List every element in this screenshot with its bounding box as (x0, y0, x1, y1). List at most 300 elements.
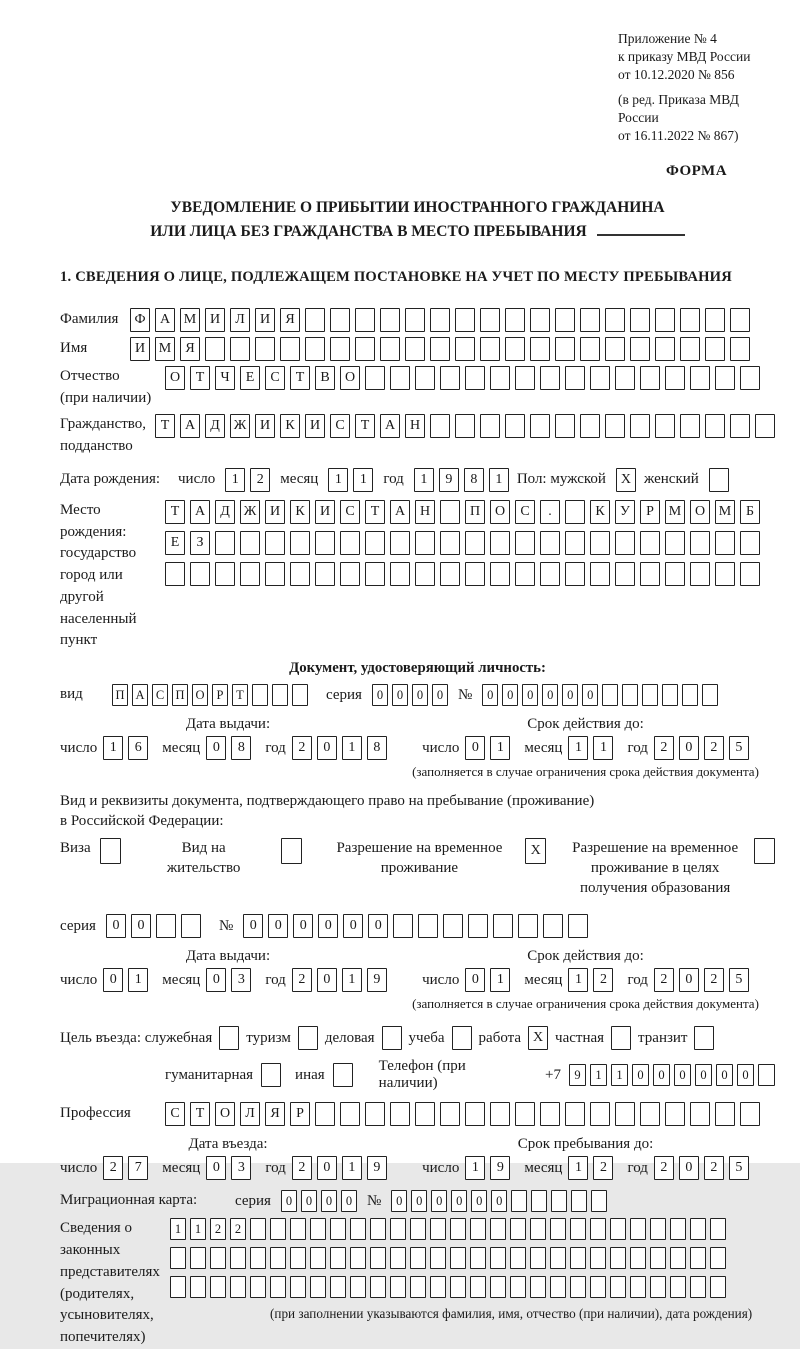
form-cell[interactable]: 0 (582, 684, 598, 706)
form-cell[interactable]: 0 (372, 684, 388, 706)
form-cell[interactable] (540, 366, 560, 390)
form-cell[interactable]: 0 (411, 1190, 427, 1212)
form-cell[interactable]: 1 (568, 736, 588, 760)
form-cell[interactable] (630, 1247, 646, 1269)
form-cell[interactable]: 2 (292, 1156, 312, 1180)
form-cell[interactable] (390, 366, 410, 390)
form-cell[interactable] (715, 1102, 735, 1126)
form-cell[interactable] (270, 1218, 286, 1240)
form-cell[interactable] (605, 337, 625, 361)
form-cell[interactable]: 2 (103, 1156, 123, 1180)
form-cell[interactable]: 0 (106, 914, 126, 938)
form-cell[interactable] (405, 308, 425, 332)
form-cell[interactable]: 2 (230, 1218, 246, 1240)
form-cell[interactable]: А (180, 414, 200, 438)
form-cell[interactable] (530, 1247, 546, 1269)
form-cell[interactable] (550, 1247, 566, 1269)
form-cell[interactable] (570, 1276, 586, 1298)
form-cell[interactable] (418, 914, 438, 938)
form-cell[interactable]: X (528, 1026, 548, 1050)
form-cell[interactable]: 2 (593, 968, 613, 992)
form-cell[interactable] (452, 1026, 472, 1050)
form-cell[interactable]: 1 (190, 1218, 206, 1240)
form-cell[interactable] (270, 1276, 286, 1298)
form-cell[interactable] (215, 531, 235, 555)
form-cell[interactable] (615, 1102, 635, 1126)
form-cell[interactable] (515, 531, 535, 555)
form-cell[interactable] (690, 1218, 706, 1240)
form-cell[interactable]: Е (165, 531, 185, 555)
form-cell[interactable]: Ф (130, 308, 150, 332)
form-cell[interactable] (370, 1247, 386, 1269)
form-cell[interactable]: 1 (225, 468, 245, 492)
form-cell[interactable]: Е (240, 366, 260, 390)
form-cell[interactable]: С (330, 414, 350, 438)
form-cell[interactable] (605, 308, 625, 332)
form-cell[interactable] (615, 531, 635, 555)
form-cell[interactable] (310, 1247, 326, 1269)
form-cell[interactable] (493, 914, 513, 938)
form-cell[interactable] (490, 366, 510, 390)
form-cell[interactable]: 0 (491, 1190, 507, 1212)
form-cell[interactable] (565, 531, 585, 555)
form-cell[interactable]: Н (415, 500, 435, 524)
form-cell[interactable] (250, 1247, 266, 1269)
form-cell[interactable]: 0 (268, 914, 288, 938)
form-cell[interactable]: 0 (392, 684, 408, 706)
form-cell[interactable]: Т (165, 500, 185, 524)
form-cell[interactable] (665, 366, 685, 390)
form-cell[interactable] (531, 1190, 547, 1212)
form-cell[interactable] (365, 562, 385, 586)
form-cell[interactable] (440, 500, 460, 524)
form-cell[interactable] (740, 562, 760, 586)
form-cell[interactable]: И (255, 308, 275, 332)
form-cell[interactable] (310, 1276, 326, 1298)
form-cell[interactable]: 1 (465, 1156, 485, 1180)
form-cell[interactable] (340, 1102, 360, 1126)
form-cell[interactable] (590, 1276, 606, 1298)
form-cell[interactable] (252, 684, 268, 706)
form-cell[interactable]: И (265, 500, 285, 524)
form-cell[interactable] (272, 684, 288, 706)
form-cell[interactable]: 5 (729, 736, 749, 760)
form-cell[interactable]: 0 (465, 968, 485, 992)
form-cell[interactable]: К (280, 414, 300, 438)
form-cell[interactable] (550, 1218, 566, 1240)
form-cell[interactable]: 0 (482, 684, 498, 706)
form-cell[interactable] (298, 1026, 318, 1050)
form-cell[interactable] (261, 1063, 281, 1087)
form-cell[interactable] (410, 1218, 426, 1240)
form-cell[interactable] (281, 838, 302, 864)
form-cell[interactable] (440, 562, 460, 586)
form-cell[interactable]: 0 (368, 914, 388, 938)
form-cell[interactable] (630, 1276, 646, 1298)
form-cell[interactable]: С (152, 684, 168, 706)
form-cell[interactable]: И (255, 414, 275, 438)
form-cell[interactable]: К (290, 500, 310, 524)
form-cell[interactable]: 0 (206, 1156, 226, 1180)
form-cell[interactable]: 0 (318, 914, 338, 938)
form-cell[interactable]: Р (290, 1102, 310, 1126)
form-cell[interactable] (690, 531, 710, 555)
form-cell[interactable]: 8 (231, 736, 251, 760)
form-cell[interactable] (450, 1218, 466, 1240)
form-cell[interactable] (610, 1276, 626, 1298)
form-cell[interactable] (415, 1102, 435, 1126)
form-cell[interactable] (480, 337, 500, 361)
form-cell[interactable] (415, 562, 435, 586)
form-cell[interactable]: X (616, 468, 636, 492)
form-cell[interactable] (230, 1276, 246, 1298)
form-cell[interactable] (440, 1102, 460, 1126)
form-cell[interactable]: 0 (632, 1064, 649, 1086)
form-cell[interactable]: 1 (593, 736, 613, 760)
form-cell[interactable] (470, 1247, 486, 1269)
form-cell[interactable]: 9 (439, 468, 459, 492)
form-cell[interactable] (655, 337, 675, 361)
form-cell[interactable] (510, 1218, 526, 1240)
form-cell[interactable]: 0 (679, 968, 699, 992)
form-cell[interactable] (510, 1276, 526, 1298)
form-cell[interactable] (610, 1247, 626, 1269)
form-cell[interactable] (405, 337, 425, 361)
form-cell[interactable] (370, 1218, 386, 1240)
form-cell[interactable]: О (340, 366, 360, 390)
form-cell[interactable]: 1 (568, 968, 588, 992)
form-cell[interactable]: 8 (367, 736, 387, 760)
form-cell[interactable]: О (192, 684, 208, 706)
form-cell[interactable] (551, 1190, 567, 1212)
form-cell[interactable]: М (180, 308, 200, 332)
form-cell[interactable] (642, 684, 658, 706)
form-cell[interactable] (255, 337, 275, 361)
form-cell[interactable] (515, 366, 535, 390)
form-cell[interactable] (655, 308, 675, 332)
form-cell[interactable] (290, 1218, 306, 1240)
form-cell[interactable] (380, 337, 400, 361)
form-cell[interactable]: 2 (593, 1156, 613, 1180)
form-cell[interactable]: Т (190, 366, 210, 390)
form-cell[interactable] (555, 414, 575, 438)
form-cell[interactable] (265, 562, 285, 586)
form-cell[interactable] (590, 1247, 606, 1269)
form-cell[interactable] (382, 1026, 402, 1050)
form-cell[interactable]: Н (405, 414, 425, 438)
form-cell[interactable]: 0 (679, 1156, 699, 1180)
form-cell[interactable] (205, 337, 225, 361)
form-cell[interactable] (468, 914, 488, 938)
form-cell[interactable]: С (515, 500, 535, 524)
form-cell[interactable] (754, 838, 775, 864)
form-cell[interactable] (591, 1190, 607, 1212)
form-cell[interactable]: 0 (317, 736, 337, 760)
form-cell[interactable] (330, 1276, 346, 1298)
form-cell[interactable] (690, 562, 710, 586)
form-cell[interactable] (490, 562, 510, 586)
form-cell[interactable] (690, 366, 710, 390)
form-cell[interactable] (390, 562, 410, 586)
form-cell[interactable]: 0 (412, 684, 428, 706)
form-cell[interactable] (670, 1218, 686, 1240)
form-cell[interactable] (330, 337, 350, 361)
form-cell[interactable] (315, 531, 335, 555)
form-cell[interactable] (365, 1102, 385, 1126)
form-cell[interactable] (568, 914, 588, 938)
form-cell[interactable] (210, 1247, 226, 1269)
form-cell[interactable] (219, 1026, 239, 1050)
form-cell[interactable]: И (315, 500, 335, 524)
form-cell[interactable] (590, 1102, 610, 1126)
form-cell[interactable]: 2 (210, 1218, 226, 1240)
form-cell[interactable]: Т (190, 1102, 210, 1126)
form-cell[interactable]: А (390, 500, 410, 524)
form-cell[interactable] (315, 1102, 335, 1126)
form-cell[interactable] (615, 562, 635, 586)
form-cell[interactable]: А (380, 414, 400, 438)
form-cell[interactable]: Т (365, 500, 385, 524)
form-cell[interactable] (670, 1247, 686, 1269)
form-cell[interactable]: 0 (679, 736, 699, 760)
form-cell[interactable]: У (615, 500, 635, 524)
form-cell[interactable] (730, 337, 750, 361)
form-cell[interactable]: 5 (729, 968, 749, 992)
form-cell[interactable]: Т (155, 414, 175, 438)
form-cell[interactable]: Ч (215, 366, 235, 390)
form-cell[interactable] (730, 308, 750, 332)
form-cell[interactable]: 0 (465, 736, 485, 760)
form-cell[interactable] (610, 1218, 626, 1240)
form-cell[interactable] (555, 308, 575, 332)
form-cell[interactable] (565, 366, 585, 390)
form-cell[interactable] (605, 414, 625, 438)
form-cell[interactable] (390, 1218, 406, 1240)
form-cell[interactable] (530, 1276, 546, 1298)
form-cell[interactable] (540, 562, 560, 586)
form-cell[interactable] (690, 1102, 710, 1126)
form-cell[interactable] (518, 914, 538, 938)
form-cell[interactable] (530, 308, 550, 332)
form-cell[interactable]: И (305, 414, 325, 438)
form-cell[interactable] (715, 562, 735, 586)
form-cell[interactable] (490, 1102, 510, 1126)
form-cell[interactable] (694, 1026, 714, 1050)
form-cell[interactable]: 2 (654, 736, 674, 760)
form-cell[interactable] (181, 914, 201, 938)
form-cell[interactable] (100, 838, 121, 864)
form-cell[interactable]: 2 (654, 1156, 674, 1180)
form-cell[interactable] (590, 531, 610, 555)
form-cell[interactable] (315, 562, 335, 586)
form-cell[interactable]: 0 (131, 914, 151, 938)
form-cell[interactable] (250, 1276, 266, 1298)
form-cell[interactable] (430, 1218, 446, 1240)
form-cell[interactable] (611, 1026, 631, 1050)
form-cell[interactable] (305, 337, 325, 361)
form-cell[interactable]: И (205, 308, 225, 332)
form-cell[interactable] (510, 1247, 526, 1269)
form-cell[interactable] (215, 562, 235, 586)
form-cell[interactable]: З (190, 531, 210, 555)
form-cell[interactable] (470, 1218, 486, 1240)
form-cell[interactable] (290, 531, 310, 555)
form-cell[interactable] (330, 1247, 346, 1269)
form-cell[interactable] (280, 337, 300, 361)
form-cell[interactable] (550, 1276, 566, 1298)
form-cell[interactable] (340, 562, 360, 586)
form-cell[interactable]: Т (355, 414, 375, 438)
form-cell[interactable] (640, 366, 660, 390)
form-cell[interactable] (265, 531, 285, 555)
form-cell[interactable] (455, 308, 475, 332)
form-cell[interactable] (565, 500, 585, 524)
form-cell[interactable]: 3 (231, 968, 251, 992)
form-cell[interactable] (650, 1218, 666, 1240)
form-cell[interactable] (480, 308, 500, 332)
form-cell[interactable] (410, 1247, 426, 1269)
form-cell[interactable]: 9 (569, 1064, 586, 1086)
form-cell[interactable] (305, 308, 325, 332)
form-cell[interactable]: Л (240, 1102, 260, 1126)
form-cell[interactable] (571, 1190, 587, 1212)
form-cell[interactable]: Р (640, 500, 660, 524)
form-cell[interactable]: П (465, 500, 485, 524)
form-cell[interactable]: 0 (674, 1064, 691, 1086)
form-cell[interactable] (330, 308, 350, 332)
form-cell[interactable]: П (112, 684, 128, 706)
form-cell[interactable]: О (490, 500, 510, 524)
form-cell[interactable] (430, 1247, 446, 1269)
form-cell[interactable]: В (315, 366, 335, 390)
form-cell[interactable]: 1 (342, 1156, 362, 1180)
form-cell[interactable]: 2 (292, 736, 312, 760)
form-cell[interactable]: С (165, 1102, 185, 1126)
form-cell[interactable] (430, 1276, 446, 1298)
form-cell[interactable] (740, 366, 760, 390)
form-cell[interactable] (355, 308, 375, 332)
form-cell[interactable] (565, 562, 585, 586)
form-cell[interactable] (250, 1218, 266, 1240)
form-cell[interactable] (665, 531, 685, 555)
form-cell[interactable]: 1 (414, 468, 434, 492)
form-cell[interactable]: 0 (432, 684, 448, 706)
form-cell[interactable] (615, 366, 635, 390)
form-cell[interactable] (450, 1247, 466, 1269)
form-cell[interactable]: 0 (301, 1190, 317, 1212)
form-cell[interactable]: 0 (341, 1190, 357, 1212)
form-cell[interactable]: 0 (716, 1064, 733, 1086)
form-cell[interactable] (350, 1276, 366, 1298)
form-cell[interactable] (740, 531, 760, 555)
form-cell[interactable] (455, 414, 475, 438)
form-cell[interactable]: 1 (490, 736, 510, 760)
form-cell[interactable]: 2 (654, 968, 674, 992)
form-cell[interactable] (415, 366, 435, 390)
form-cell[interactable]: 1 (128, 968, 148, 992)
form-cell[interactable] (310, 1218, 326, 1240)
form-cell[interactable] (709, 468, 729, 492)
form-cell[interactable] (590, 1218, 606, 1240)
form-cell[interactable] (430, 308, 450, 332)
form-cell[interactable]: 2 (292, 968, 312, 992)
form-cell[interactable] (210, 1276, 226, 1298)
form-cell[interactable] (680, 337, 700, 361)
form-cell[interactable]: С (265, 366, 285, 390)
form-cell[interactable] (580, 337, 600, 361)
form-cell[interactable] (240, 562, 260, 586)
form-cell[interactable]: М (155, 337, 175, 361)
form-cell[interactable]: К (590, 500, 610, 524)
form-cell[interactable]: А (132, 684, 148, 706)
form-cell[interactable] (380, 308, 400, 332)
form-cell[interactable]: Т (232, 684, 248, 706)
form-cell[interactable] (530, 414, 550, 438)
form-cell[interactable] (622, 684, 638, 706)
form-cell[interactable] (415, 531, 435, 555)
form-cell[interactable] (630, 337, 650, 361)
form-cell[interactable]: 2 (704, 968, 724, 992)
form-cell[interactable] (480, 414, 500, 438)
form-cell[interactable]: 0 (431, 1190, 447, 1212)
form-cell[interactable] (165, 562, 185, 586)
form-cell[interactable]: С (340, 500, 360, 524)
form-cell[interactable] (715, 531, 735, 555)
form-cell[interactable] (580, 308, 600, 332)
form-cell[interactable]: 0 (103, 968, 123, 992)
form-cell[interactable] (292, 684, 308, 706)
form-cell[interactable] (505, 414, 525, 438)
form-cell[interactable] (710, 1276, 726, 1298)
form-cell[interactable] (662, 684, 678, 706)
form-cell[interactable] (290, 562, 310, 586)
form-cell[interactable]: 1 (353, 468, 373, 492)
form-cell[interactable]: 2 (250, 468, 270, 492)
form-cell[interactable]: 0 (471, 1190, 487, 1212)
form-cell[interactable]: 0 (522, 684, 538, 706)
form-cell[interactable] (705, 337, 725, 361)
form-cell[interactable] (682, 684, 698, 706)
form-cell[interactable] (543, 914, 563, 938)
form-cell[interactable] (240, 531, 260, 555)
form-cell[interactable]: 2 (704, 736, 724, 760)
form-cell[interactable] (355, 337, 375, 361)
form-cell[interactable] (730, 414, 750, 438)
form-cell[interactable] (290, 1276, 306, 1298)
form-cell[interactable] (740, 1102, 760, 1126)
form-cell[interactable] (490, 1276, 506, 1298)
form-cell[interactable]: 1 (328, 468, 348, 492)
form-cell[interactable]: Т (290, 366, 310, 390)
form-cell[interactable]: 8 (464, 468, 484, 492)
form-cell[interactable] (515, 562, 535, 586)
form-cell[interactable] (650, 1276, 666, 1298)
form-cell[interactable]: М (715, 500, 735, 524)
form-cell[interactable]: 1 (103, 736, 123, 760)
form-cell[interactable]: 0 (243, 914, 263, 938)
form-cell[interactable] (505, 308, 525, 332)
form-cell[interactable] (440, 531, 460, 555)
form-cell[interactable] (705, 414, 725, 438)
form-cell[interactable]: 0 (542, 684, 558, 706)
form-cell[interactable] (680, 414, 700, 438)
form-cell[interactable] (450, 1276, 466, 1298)
form-cell[interactable] (505, 337, 525, 361)
form-cell[interactable] (570, 1218, 586, 1240)
form-cell[interactable] (230, 1247, 246, 1269)
form-cell[interactable]: 5 (729, 1156, 749, 1180)
form-cell[interactable]: Д (215, 500, 235, 524)
